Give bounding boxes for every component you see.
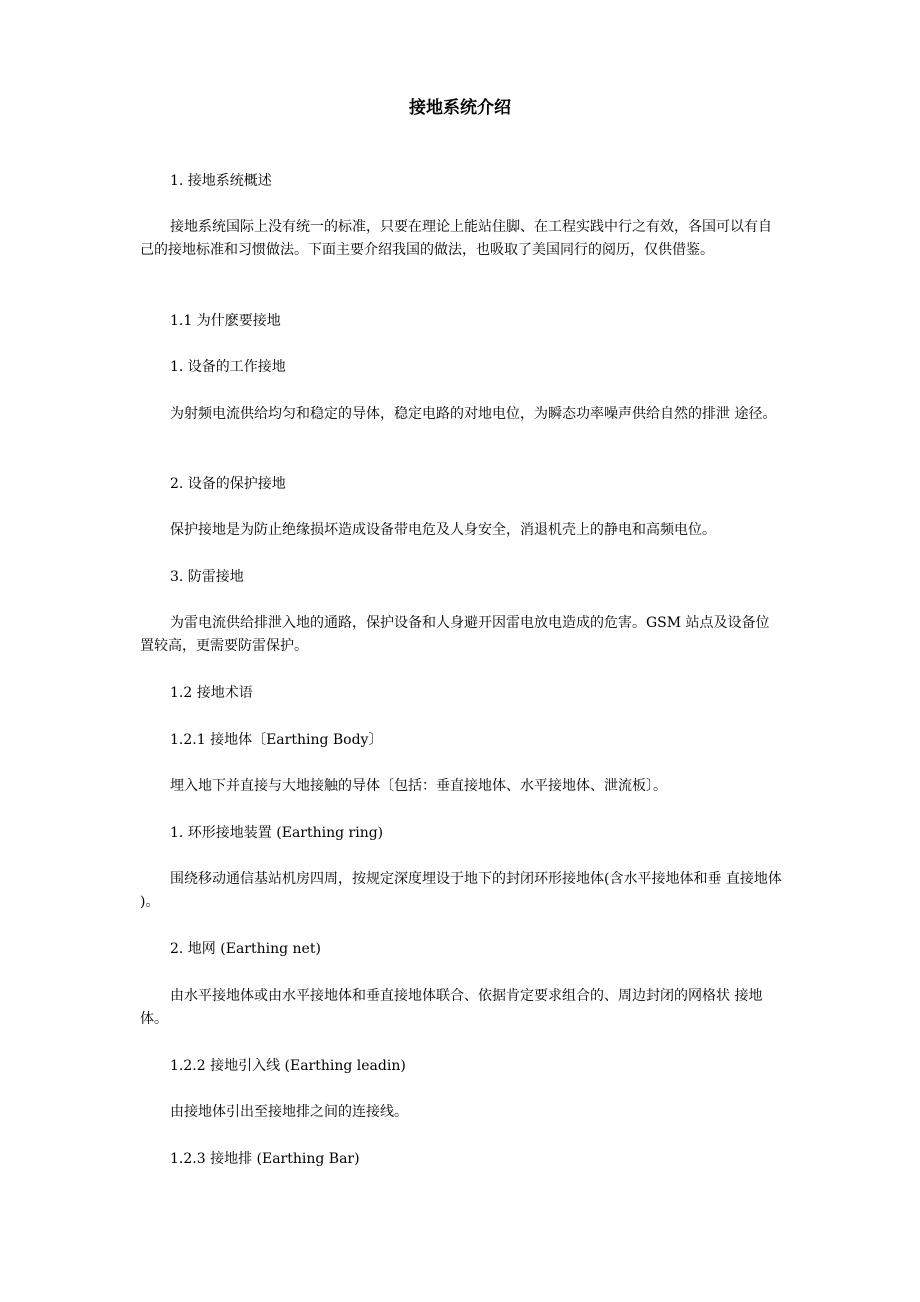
heading-protective-ground: 2. 设备的保护接地 <box>170 476 286 492</box>
paragraph-lightning-ground: 为雷电流供给排泄入地的通路，保护设备和人身避开因雷电放电造成的危害。GSM 站点及设备位置较高，更需要防雷保护。 <box>140 615 770 654</box>
paragraph-earthing-net: 由水平接地体或由水平接地体和垂直接地体联合、依据肯定要求组合的、周边封闭的网格状 接地体。 <box>140 988 763 1027</box>
heading-lightning-ground: 3. 防雷接地 <box>170 569 244 585</box>
document-title: 接地系统介绍 <box>409 98 511 118</box>
paragraph-overview: 接地系统国际上没有统一的标准，只要在理论上能站住脚、在工程实践中行之有效，各国可以有自己的接地标准和习惯做法。下面主要介绍我国的做法，也吸取了美国同行的阅历，仅供借鉴。 <box>140 219 772 258</box>
heading-working-ground: 1. 设备的工作接地 <box>170 359 286 375</box>
heading-earthing-ring: 1. 环形接地装置 (Earthing ring) <box>170 825 384 841</box>
paragraph-earthing-leadin: 由接地体引出至接地排之间的连接线。 <box>170 1104 408 1120</box>
heading-earthing-bar: 1.2.3 接地排 (Earthing Bar) <box>170 1151 360 1167</box>
paragraph-protective-ground: 保护接地是为防止绝缘损坏造成设备带电危及人身安全，消退机壳上的静电和高频电位。 <box>170 522 716 538</box>
paragraph-earthing-ring: 围绕移动通信基站机房四周，按规定深度埋设于地下的封闭环形接地体(含水平接地体和垂 直接地体 )。 <box>140 871 782 910</box>
paragraph-earthing-body: 埋入地下并直接与大地接触的导体〔包括：垂直接地体、水平接地体、泄流板〕。 <box>170 778 667 794</box>
heading-earthing-net: 2. 地网 (Earthing net) <box>170 941 321 957</box>
heading-why-grounding: 1.1 为什麽要接地 <box>170 313 281 329</box>
heading-terms: 1.2 接地术语 <box>170 685 253 701</box>
paragraph-working-ground: 为射频电流供给均匀和稳定的导体，稳定电路的对地电位，为瞬态功率噪声供给自然的排泄 途径。 <box>170 406 777 422</box>
heading-overview: 1. 接地系统概述 <box>170 173 272 189</box>
heading-earthing-body: 1.2.1 接地体〔Earthing Body〕 <box>170 732 383 748</box>
heading-earthing-leadin: 1.2.2 接地引入线 (Earthing leadin) <box>170 1058 406 1074</box>
